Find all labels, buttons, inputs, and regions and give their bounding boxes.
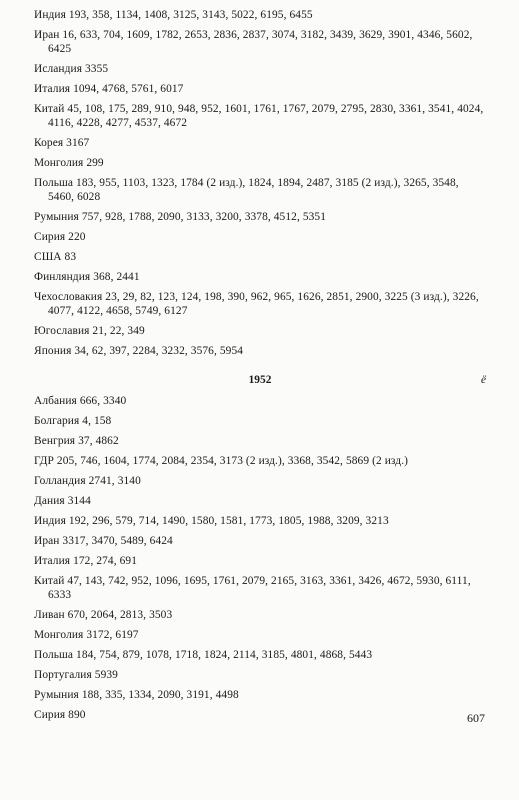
index-entry: Румыния 188, 335, 1334, 2090, 3191, 4498	[34, 689, 239, 701]
index-entry: Венгрия 37, 4862	[34, 435, 119, 447]
index-entry: Голландия 2741, 3140	[34, 475, 141, 487]
index-entry: Монголия 299	[34, 157, 104, 169]
index-entry: Болгария 4, 158	[34, 415, 112, 427]
index-entry: Румыния 757, 928, 1788, 2090, 3133, 3200, 3378, 4512, 5351	[34, 211, 327, 223]
index-entry: Италия 172, 274, 691	[34, 555, 138, 567]
index-entry: ГДР 205, 746, 1604, 1774, 2084, 2354, 3173 (2 изд.), 3368, 3542, 5869 (2 изд.)	[34, 455, 409, 467]
index-entry: Иран 16, 633, 704, 1609, 1782, 2653, 2836, 2837, 3074, 3182, 3439, 3629, 3901, 4346, 5602, 6425	[34, 29, 473, 55]
index-entry: Югославия 21, 22, 349	[34, 325, 145, 337]
index-entry: Ливан 670, 2064, 2813, 3503	[34, 609, 173, 621]
index-column	[34, 8, 486, 728]
index-entry: Индия 192, 296, 579, 714, 1490, 1580, 1581, 1773, 1805, 1988, 3209, 3213	[34, 515, 389, 527]
index-entry: Сирия 220	[34, 231, 86, 243]
index-entry: Иран 3317, 3470, 5489, 6424	[34, 535, 173, 547]
index-entry: Сирия 890	[34, 709, 86, 721]
section-year: 1952	[248, 374, 272, 386]
index-entry: Монголия 3172, 6197	[34, 629, 139, 641]
index-entry: Албания 666, 3340	[34, 395, 127, 407]
index-entry: Чехословакия 23, 29, 82, 123, 124, 198, 390, 962, 965, 1626, 2851, 2900, 3225 (3 изд.), 3226, 4077, 4122, 4658, 5749, 6127	[34, 291, 479, 317]
index-entry: Италия 1094, 4768, 5761, 6017	[34, 83, 184, 95]
index-entry: Португалия 5939	[34, 669, 118, 681]
index-entry: Дания 3144	[34, 495, 91, 507]
index-entry: Исландия 3355	[34, 63, 109, 75]
index-entry: Польша 184, 754, 879, 1078, 1718, 1824, 2114, 3185, 4801, 4868, 5443	[34, 649, 373, 661]
index-entry: Польша 183, 955, 1103, 1323, 1784 (2 изд.), 1824, 1894, 2487, 3185 (2 изд.), 3265, 3548, 5460, 6028	[34, 177, 459, 203]
index-entry: Китай 47, 143, 742, 952, 1096, 1695, 1761, 2079, 2165, 3163, 3361, 3426, 4672, 5930, 6111, 6333	[34, 575, 471, 601]
section-mark: ё	[480, 374, 486, 386]
index-entry: Индия 193, 358, 1134, 1408, 3125, 3143, 5022, 6195, 6455	[34, 9, 313, 21]
index-entry: США 83	[34, 251, 77, 263]
index-entry: Япония 34, 62, 397, 2284, 3232, 3576, 5954	[34, 345, 244, 357]
index-entry: Финляндия 368, 2441	[34, 271, 140, 283]
section-heading	[34, 372, 486, 388]
index-entry: Китай 45, 108, 175, 289, 910, 948, 952, 1601, 1761, 1767, 2079, 2795, 2830, 3361, 3541, 4024, 4116, 4228, 4277, 4537, 4672	[34, 103, 484, 129]
page-number: 607	[467, 711, 485, 725]
index-entry: Корея 3167	[34, 137, 90, 149]
